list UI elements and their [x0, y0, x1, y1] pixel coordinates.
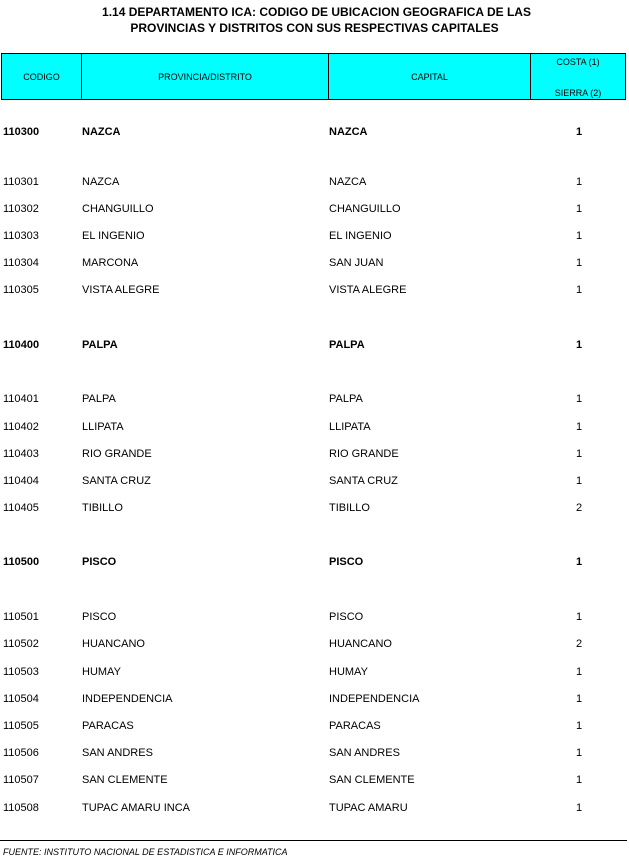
cell-region: 1 [575, 475, 583, 487]
cell-codigo: 110505 [3, 720, 39, 732]
district-row [0, 256, 629, 270]
district-row [0, 392, 629, 406]
cell-provincia-distrito: TIBILLO [82, 502, 123, 514]
cell-provincia-distrito: PISCO [82, 611, 117, 623]
title-line-2: PROVINCIAS Y DISTRITOS CON SUS RESPECTIVAS CAPITALES [130, 21, 499, 35]
cell-region: 1 [575, 230, 583, 242]
cell-region: 1 [575, 339, 583, 351]
cell-codigo: 110507 [3, 774, 39, 786]
cell-provincia-distrito: MARCONA [82, 257, 139, 269]
cell-provincia-distrito: PARACAS [82, 720, 134, 732]
cell-capital: SAN CLEMENTE [329, 774, 415, 786]
cell-provincia-distrito: HUANCANO [82, 638, 145, 650]
cell-codigo: 110506 [3, 747, 39, 759]
cell-codigo: 110501 [3, 611, 39, 623]
cell-region: 1 [575, 203, 583, 215]
district-row [0, 610, 629, 624]
cell-region: 1 [575, 747, 583, 759]
cell-region: 2 [575, 638, 583, 650]
district-row [0, 801, 629, 815]
title-line-1: 1.14 DEPARTAMENTO ICA: CODIGO DE UBICACION GEOGRAFICA DE LAS [102, 5, 531, 19]
cell-codigo: 110304 [3, 257, 39, 269]
cell-capital: HUMAY [329, 666, 368, 678]
district-row [0, 229, 629, 243]
cell-capital: PALPA [329, 339, 365, 351]
cell-region: 1 [575, 393, 583, 405]
district-row [0, 692, 629, 706]
cell-provincia-distrito: EL INGENIO [82, 230, 145, 242]
district-row [0, 202, 629, 216]
header-codigo [2, 54, 82, 99]
cell-capital: SANTA CRUZ [329, 475, 398, 487]
cell-capital: VISTA ALEGRE [329, 284, 407, 296]
cell-capital: LLIPATA [329, 421, 371, 433]
district-row [0, 283, 629, 297]
cell-capital: NAZCA [329, 176, 367, 188]
province-row [0, 125, 629, 139]
cell-capital: SAN JUAN [329, 257, 384, 269]
cell-capital: HUANCANO [329, 638, 392, 650]
cell-capital: PISCO [329, 611, 364, 623]
header-codigo-label: CODIGO [23, 71, 60, 82]
cell-codigo: 110404 [3, 475, 39, 487]
cell-codigo: 110503 [3, 666, 39, 678]
cell-region: 1 [575, 666, 583, 678]
cell-provincia-distrito: PALPA [82, 339, 118, 351]
cell-capital: SAN ANDRES [329, 747, 400, 759]
cell-capital: PARACAS [329, 720, 381, 732]
cell-region: 1 [575, 693, 583, 705]
cell-codigo: 110301 [3, 176, 39, 188]
cell-capital: NAZCA [329, 126, 368, 138]
cell-codigo: 110400 [3, 339, 40, 351]
cell-region: 1 [575, 421, 583, 433]
district-row [0, 175, 629, 189]
cell-capital: CHANGUILLO [329, 203, 401, 215]
cell-region: 1 [575, 802, 583, 814]
cell-provincia-distrito: LLIPATA [82, 421, 124, 433]
footer-divider [0, 840, 627, 841]
cell-region: 2 [575, 502, 583, 514]
district-row [0, 637, 629, 651]
cell-region: 1 [575, 611, 583, 623]
page-title [0, 4, 629, 36]
cell-codigo: 110508 [3, 802, 39, 814]
cell-capital: EL INGENIO [329, 230, 392, 242]
cell-codigo: 110504 [3, 693, 39, 705]
district-row [0, 501, 629, 515]
cell-region: 1 [575, 720, 583, 732]
header-region-top: COSTA (1) [556, 57, 600, 67]
district-row [0, 719, 629, 733]
cell-codigo: 110305 [3, 284, 39, 296]
cell-capital: INDEPENDENCIA [329, 693, 420, 705]
district-row [0, 746, 629, 760]
district-row [0, 447, 629, 461]
district-row [0, 773, 629, 787]
cell-provincia-distrito: NAZCA [82, 176, 120, 188]
cell-codigo: 110300 [3, 126, 40, 138]
cell-provincia-distrito: VISTA ALEGRE [82, 284, 160, 296]
cell-codigo: 110402 [3, 421, 39, 433]
district-row [0, 665, 629, 679]
district-row [0, 420, 629, 434]
province-row [0, 338, 629, 352]
cell-provincia-distrito: RIO GRANDE [82, 448, 152, 460]
cell-capital: PALPA [329, 393, 363, 405]
table-header [1, 53, 626, 100]
cell-codigo: 110500 [3, 556, 40, 568]
province-row [0, 555, 629, 569]
cell-provincia-distrito: INDEPENDENCIA [82, 693, 173, 705]
cell-provincia-distrito: PALPA [82, 393, 116, 405]
header-provincia-label: PROVINCIA/DISTRITO [158, 71, 252, 82]
cell-codigo: 110401 [3, 393, 39, 405]
header-region [531, 54, 625, 99]
cell-region: 1 [575, 126, 583, 138]
cell-provincia-distrito: SAN CLEMENTE [82, 774, 168, 786]
cell-capital: RIO GRANDE [329, 448, 399, 460]
header-capital [329, 54, 531, 99]
cell-codigo: 110303 [3, 230, 39, 242]
header-capital-label: CAPITAL [411, 71, 448, 82]
cell-provincia-distrito: NAZCA [82, 126, 121, 138]
header-region-bottom: SIERRA (2) [554, 88, 602, 98]
cell-capital: TUPAC AMARU [329, 802, 408, 814]
cell-capital: PISCO [329, 556, 364, 568]
cell-provincia-distrito: SANTA CRUZ [82, 475, 151, 487]
cell-provincia-distrito: TUPAC AMARU INCA [82, 802, 190, 814]
cell-region: 1 [575, 257, 583, 269]
district-row [0, 474, 629, 488]
cell-provincia-distrito: HUMAY [82, 666, 121, 678]
cell-region: 1 [575, 556, 583, 568]
cell-region: 1 [575, 284, 583, 296]
cell-capital: TIBILLO [329, 502, 370, 514]
cell-region: 1 [575, 448, 583, 460]
header-provincia [82, 54, 329, 99]
cell-region: 1 [575, 774, 583, 786]
cell-region: 1 [575, 176, 583, 188]
cell-provincia-distrito: PISCO [82, 556, 117, 568]
source-note: FUENTE: INSTITUTO NACIONAL DE ESTADISTICA E INFORMATICA [3, 847, 288, 857]
cell-provincia-distrito: CHANGUILLO [82, 203, 154, 215]
cell-codigo: 110405 [3, 502, 39, 514]
cell-codigo: 110302 [3, 203, 39, 215]
cell-provincia-distrito: SAN ANDRES [82, 747, 153, 759]
cell-codigo: 110502 [3, 638, 39, 650]
cell-codigo: 110403 [3, 448, 39, 460]
